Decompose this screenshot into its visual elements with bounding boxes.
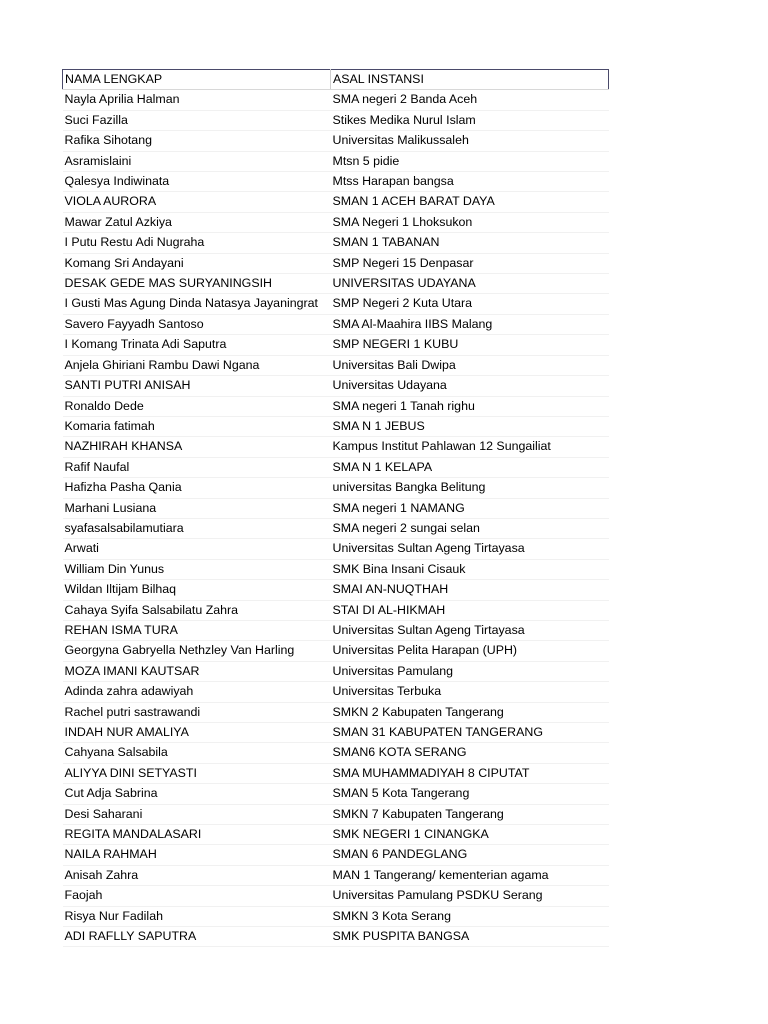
table-row [63,682,609,702]
cell-name[interactable]: Georgyna Gabryella Nethzley Van Harling [63,641,331,661]
cell-institution[interactable]: SMKN 7 Kabupaten Tangerang [331,804,609,824]
table-row [63,539,609,559]
table-row [63,90,609,110]
cell-name[interactable]: Arwati [63,539,331,559]
cell-institution[interactable]: SMA MUHAMMADIYAH 8 CIPUTAT [331,763,609,783]
cell-institution[interactable]: SMP Negeri 2 Kuta Utara [331,294,609,314]
table-row [63,478,609,498]
cell-name[interactable]: Faojah [63,886,331,906]
table-row [63,192,609,212]
cell-name[interactable]: Rachel putri sastrawandi [63,702,331,722]
cell-institution[interactable]: Stikes Medika Nurul Islam [331,110,609,130]
cell-name[interactable]: I Putu Restu Adi Nugraha [63,233,331,253]
table-row [63,437,609,457]
cell-name[interactable]: MOZA IMANI KAUTSAR [63,661,331,681]
cell-institution[interactable]: universitas Bangka Belitung [331,478,609,498]
cell-name[interactable]: REHAN ISMA TURA [63,620,331,640]
cell-institution[interactable]: SMP NEGERI 1 KUBU [331,335,609,355]
table-row [63,865,609,885]
participant-table [62,69,609,947]
table-row [63,804,609,824]
cell-institution[interactable]: UNIVERSITAS UDAYANA [331,274,609,294]
table-body [63,70,609,947]
cell-name[interactable]: syafasalsabilamutiara [63,518,331,538]
table-row [63,784,609,804]
cell-name[interactable]: I Komang Trinata Adi Saputra [63,335,331,355]
cell-institution[interactable]: SMAN6 KOTA SERANG [331,743,609,763]
cell-institution[interactable]: SMAN 1 ACEH BARAT DAYA [331,192,609,212]
cell-institution[interactable]: SMAN 6 PANDEGLANG [331,845,609,865]
cell-institution[interactable]: SMA Al-Maahira IIBS Malang [331,314,609,334]
cell-name[interactable]: Desi Saharani [63,804,331,824]
table-row [63,886,609,906]
column-header-name[interactable]: NAMA LENGKAP [63,70,331,90]
cell-name[interactable]: Suci Fazilla [63,110,331,130]
cell-name[interactable]: Adinda zahra adawiyah [63,682,331,702]
cell-name[interactable]: Anjela Ghiriani Rambu Dawi Ngana [63,355,331,375]
table-row [63,518,609,538]
table-row [63,580,609,600]
cell-name[interactable]: Rafif Naufal [63,457,331,477]
cell-name[interactable]: NAILA RAHMAH [63,845,331,865]
cell-name[interactable]: Asramislaini [63,151,331,171]
cell-institution[interactable]: SMKN 2 Kabupaten Tangerang [331,702,609,722]
table-row [63,212,609,232]
cell-institution[interactable]: STAI DI AL-HIKMAH [331,600,609,620]
table-row [63,416,609,436]
cell-institution[interactable]: SMA Negeri 1 Lhoksukon [331,212,609,232]
participant-sheet [62,69,608,947]
cell-name[interactable]: VIOLA AURORA [63,192,331,212]
cell-institution[interactable]: Universitas Pelita Harapan (UPH) [331,641,609,661]
cell-institution[interactable]: Universitas Sultan Ageng Tirtayasa [331,620,609,640]
cell-name[interactable]: Nayla Aprilia Halman [63,90,331,110]
cell-institution[interactable]: SMK Bina Insani Cisauk [331,559,609,579]
column-header-institution[interactable]: ASAL INSTANSI [331,70,609,90]
cell-name[interactable]: Mawar Zatul Azkiya [63,212,331,232]
cell-institution[interactable]: Universitas Udayana [331,376,609,396]
cell-name[interactable]: REGITA MANDALASARI [63,825,331,845]
table-row [63,335,609,355]
cell-institution[interactable]: SMAN 31 KABUPATEN TANGERANG [331,723,609,743]
cell-name[interactable]: Wildan Iltijam Bilhaq [63,580,331,600]
cell-institution[interactable]: SMKN 3 Kota Serang [331,906,609,926]
cell-institution[interactable]: SMAI AN-NUQTHAH [331,580,609,600]
cell-name[interactable]: Risya Nur Fadilah [63,906,331,926]
table-row [63,641,609,661]
cell-institution[interactable]: Mtsn 5 pidie [331,151,609,171]
cell-name[interactable]: INDAH NUR AMALIYA [63,723,331,743]
cell-institution[interactable]: SMA negeri 1 Tanah righu [331,396,609,416]
table-row [63,396,609,416]
cell-name[interactable]: Komang Sri Andayani [63,253,331,273]
cell-institution[interactable]: MAN 1 Tangerang/ kementerian agama [331,865,609,885]
cell-name[interactable]: NAZHIRAH KHANSA [63,437,331,457]
cell-institution[interactable]: SMAN 5 Kota Tangerang [331,784,609,804]
table-row [63,253,609,273]
table-row [63,274,609,294]
table-row [63,845,609,865]
table-row [63,457,609,477]
cell-name[interactable]: SANTI PUTRI ANISAH [63,376,331,396]
cell-institution[interactable]: Universitas Pamulang [331,661,609,681]
table-row [63,723,609,743]
cell-institution[interactable]: Universitas Sultan Ageng Tirtayasa [331,539,609,559]
header-row [63,70,609,90]
cell-institution[interactable]: SMP Negeri 15 Denpasar [331,253,609,273]
cell-institution[interactable]: SMA N 1 KELAPA [331,457,609,477]
cell-name[interactable]: Komaria fatimah [63,416,331,436]
cell-institution[interactable]: SMA negeri 2 sungai selan [331,518,609,538]
cell-name[interactable]: Hafizha Pasha Qania [63,478,331,498]
cell-name[interactable]: Anisah Zahra [63,865,331,885]
cell-name[interactable]: Ronaldo Dede [63,396,331,416]
cell-name[interactable]: ALIYYA DINI SETYASTI [63,763,331,783]
table-row [63,131,609,151]
cell-institution[interactable]: Universitas Terbuka [331,682,609,702]
table-row [63,172,609,192]
table-row [63,702,609,722]
cell-name[interactable]: DESAK GEDE MAS SURYANINGSIH [63,274,331,294]
table-row [63,314,609,334]
cell-name[interactable]: Marhani Lusiana [63,498,331,518]
cell-institution[interactable]: SMK NEGERI 1 CINANGKA [331,825,609,845]
cell-name[interactable]: Savero Fayyadh Santoso [63,314,331,334]
cell-name[interactable]: Cahaya Syifa Salsabilatu Zahra [63,600,331,620]
cell-institution[interactable]: SMK PUSPITA BANGSA [331,927,609,947]
cell-institution[interactable]: SMAN 1 TABANAN [331,233,609,253]
cell-institution[interactable]: SMA negeri 2 Banda Aceh [331,90,609,110]
cell-institution[interactable]: Universitas Malikussaleh [331,131,609,151]
table-row [63,661,609,681]
cell-institution[interactable]: Mtss Harapan bangsa [331,172,609,192]
cell-institution[interactable]: Universitas Pamulang PSDKU Serang [331,886,609,906]
table-row [63,110,609,130]
table-row [63,906,609,926]
table-row [63,355,609,375]
table-row [63,763,609,783]
cell-institution[interactable]: SMA N 1 JEBUS [331,416,609,436]
table-row [63,233,609,253]
table-row [63,927,609,947]
cell-institution[interactable]: Universitas Bali Dwipa [331,355,609,375]
table-row [63,743,609,763]
cell-name[interactable]: I Gusti Mas Agung Dinda Natasya Jayaningrat [63,294,331,314]
table-row [63,600,609,620]
table-row [63,376,609,396]
cell-name[interactable]: William Din Yunus [63,559,331,579]
table-row [63,294,609,314]
cell-name[interactable]: Qalesya Indiwinata [63,172,331,192]
cell-name[interactable]: Rafika Sihotang [63,131,331,151]
table-row [63,825,609,845]
table-row [63,620,609,640]
cell-name[interactable]: Cut Adja Sabrina [63,784,331,804]
table-row [63,559,609,579]
cell-name[interactable]: Cahyana Salsabila [63,743,331,763]
table-row [63,151,609,171]
table-row [63,498,609,518]
cell-name[interactable]: ADI RAFLLY SAPUTRA [63,927,331,947]
cell-institution[interactable]: SMA negeri 1 NAMANG [331,498,609,518]
cell-institution[interactable]: Kampus Institut Pahlawan 12 Sungailiat [331,437,609,457]
